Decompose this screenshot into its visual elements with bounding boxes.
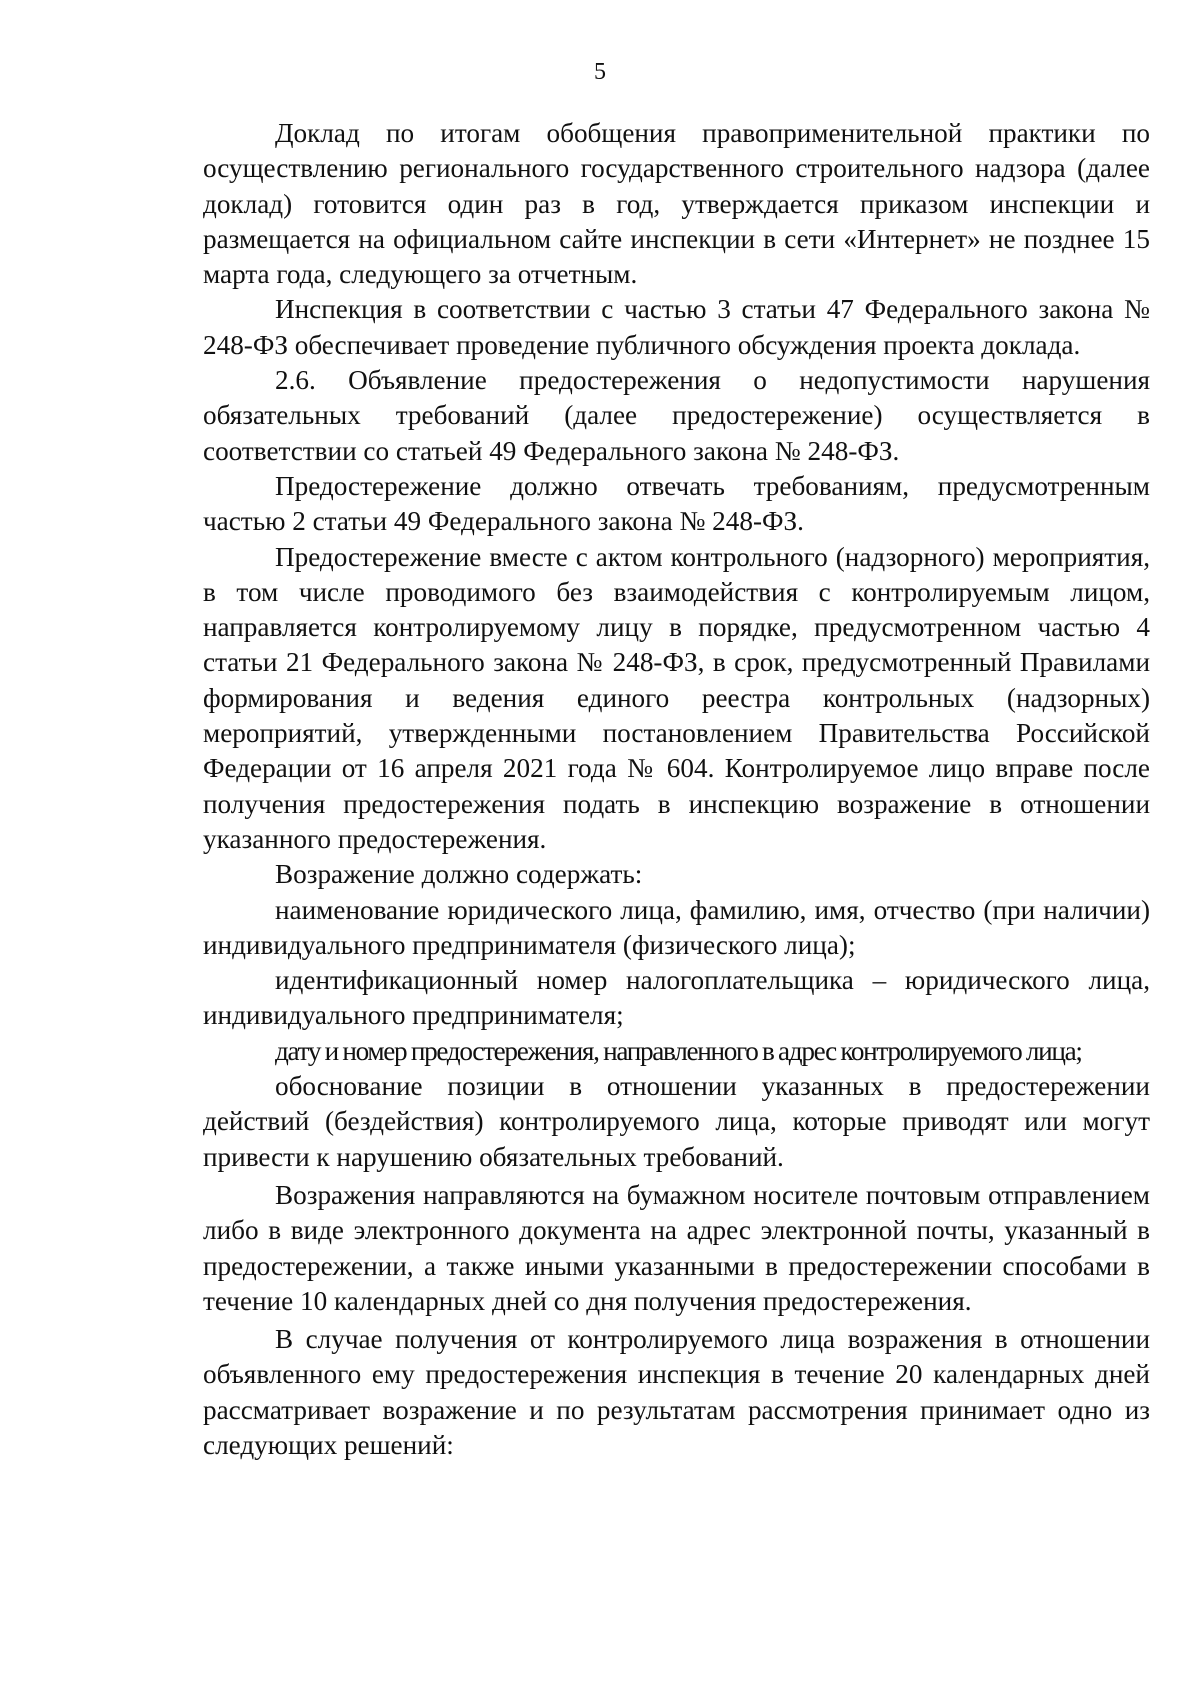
paragraph-objection-inn-item: идентификационный номер налогоплательщика – юридического лица, индивидуального предпринимателя;	[203, 965, 1150, 1031]
paragraph-objection-justification-item: обоснование позиции в отношении указанных в предостережении действий (бездействия) контролируемого лица, которые приводят или могут привести к нарушению обязательных требований.	[203, 1071, 1150, 1172]
paragraph-objection-name-item: наименование юридического лица, фамилию, имя, отчество (при наличии) индивидуального предпринимателя (физического лица);	[203, 894, 1150, 960]
paragraph-warning-requirements: Предостережение должно отвечать требованиям, предусмотренным частью 2 статьи 49 Федерального закона № 248-ФЗ.	[203, 470, 1150, 537]
page-number: 5	[594, 59, 606, 85]
paragraph-report-preparation: Доклад по итогам обобщения правоприменительной практики по осуществлению регионального государственного строительного надзора (далее доклад) готовится один раз в год, утверждается приказом инспекции и размещается на официальном сайте инспекции в сети «Интернет» не позднее 15 марта года, следующего за отчетным.	[203, 118, 1150, 290]
paragraph-warning-announcement: 2.6. Объявление предостережения о недопустимости нарушения обязательных требований (далее предостережение) осуществляется в соответствии со статьей 49 Федерального закона № 248-ФЗ.	[203, 365, 1150, 466]
document-body	[203, 116, 1150, 1463]
paragraph-objection-contents-intro: Возражение должно содержать:	[275, 859, 643, 890]
paragraph-objection-submission: Возражения направляются на бумажном носителе почтовым отправлением либо в виде электронного документа на адрес электронной почты, указанный в предостережении, а также иными указанными в предостережении способами в течение 10 календарных дней со дня получения предостережения.	[203, 1179, 1150, 1316]
paragraph-public-discussion: Инспекция в соответствии с частью 3 статьи 47 Федерального закона № 248-ФЗ обеспечивает проведение публичного обсуждения проекта доклада.	[203, 294, 1150, 360]
paragraph-objection-review: В случае получения от контролируемого лица возражения в отношении объявленного ему предостережения инспекция в течение 20 календарных дней рассматривает возражение и по результатам рассмотрения принимает одно из следующих решений:	[203, 1324, 1150, 1460]
paragraph-objection-date-item: дату и номер предостережения, направленного в адрес контролируемого лица;	[275, 1035, 1082, 1066]
paragraph-warning-delivery: Предостережение вместе с актом контрольного (надзорного) мероприятия, в том числе проводимого без взаимодействия с контролируемым лицом, направляется контролируемому лицу в порядке, предусмотренном частью 4 статьи 21 Федерального закона № 248-ФЗ, в срок, предусмотренный Правилами формирования и ведения единого реестра контрольных (надзорных) мероприятий, утвержденными постановлением Правительства Российской Федерации от 16 апреля 2021 года № 604. Контролируемое лицо вправе после получения предостережения подать в инспекцию возражение в отношении указанного предостережения.	[203, 541, 1150, 854]
